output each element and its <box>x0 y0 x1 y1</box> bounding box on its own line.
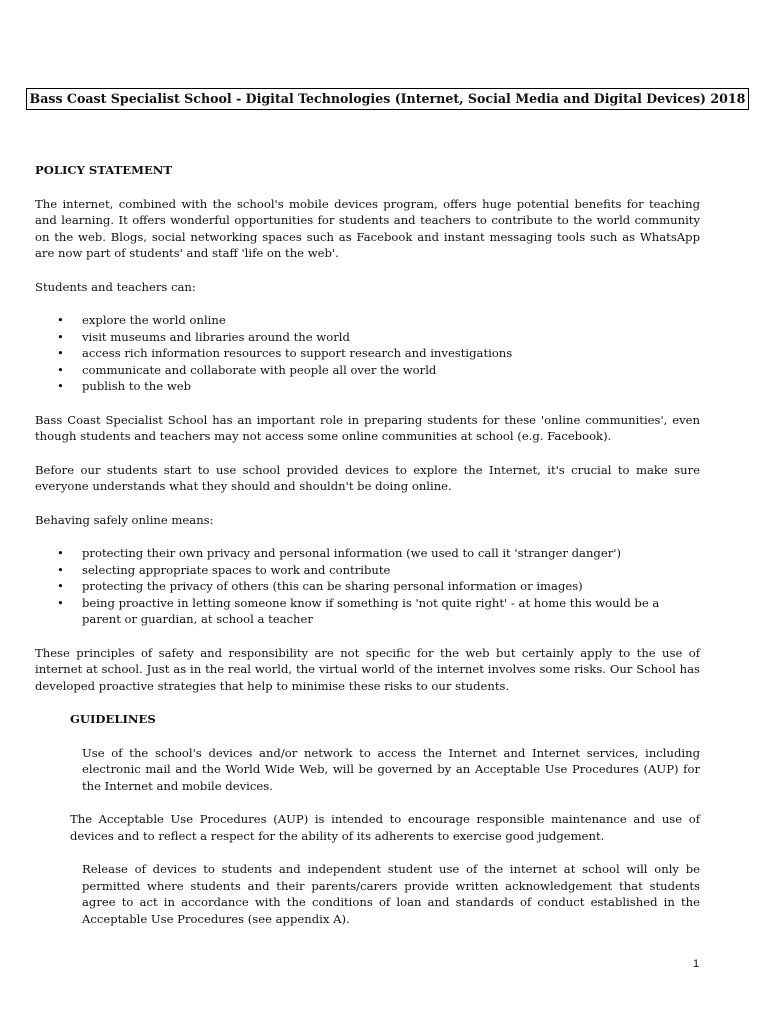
guidelines-paragraph-3: Release of devices to students and independent student use of the internet at school will only be permitted where students and their parents/carers provide written acknowledgement that students agree to act in accordance with the conditions of loan and standards of conduct established in the Acceptable Use Procedures (see appendix A). <box>82 862 700 926</box>
list-item: • publish to the web <box>35 378 700 395</box>
intro-paragraph: The internet, combined with the school's mobile devices program, offers huge potential benefits for teaching and learning. It offers wonderful opportunities for students and teachers to contribute to the world community on the web. Blogs, social networking spaces such as Facebook and instant messaging tools such as WhatsApp are now part of students' and staff 'life on the web'. <box>35 196 700 260</box>
list-item: • being proactive in letting someone know if something is 'not quite right' - at home this would be a parent or guardian, at school a teacher <box>35 595 700 628</box>
can-intro-text: Students and teachers can: <box>35 279 196 294</box>
guidelines-heading: GUIDELINES <box>70 712 156 726</box>
list-item: • explore the world online <box>35 312 700 329</box>
list-item: • access rich information resources to support research and investigations <box>35 345 700 362</box>
list-item: • protecting the privacy of others (this can be sharing personal information or images) <box>35 578 700 595</box>
principles-paragraph: These principles of safety and responsibility are not specific for the web but certainly apply to the use of internet at school. Just as in the real world, the virtual world of the internet involves some risks. Our School has developed proactive strategies that help to minimise these risks to our students. <box>35 645 700 693</box>
page-number: 1 <box>693 958 700 970</box>
list-item: • protecting their own privacy and personal information (we used to call it 'stranger danger') <box>35 545 700 562</box>
list-item: • visit museums and libraries around the world <box>35 329 700 346</box>
role-paragraph: Bass Coast Specialist School has an important role in preparing students for these 'online communities', even though students and teachers may not access some online communities at school (e.g. Facebook). <box>35 412 700 443</box>
can-list <box>35 312 700 395</box>
document-body <box>35 162 700 944</box>
list-item: • communicate and collaborate with people all over the world <box>35 362 700 379</box>
guidelines-paragraph-1: Use of the school's devices and/or network to access the Internet and Internet services, including electronic mail and the World Wide Web, will be governed by an Acceptable Use Procedures (AUP) for the Internet and mobile devices. <box>82 745 700 793</box>
safely-list <box>35 545 700 628</box>
guidelines-paragraph-2: The Acceptable Use Procedures (AUP) is intended to encourage responsible maintenance and use of devices and to reflect a respect for the ability of its adherents to exercise good judgement. <box>70 812 700 843</box>
list-item: • selecting appropriate spaces to work and contribute <box>35 562 700 579</box>
safely-intro-text: Behaving safely online means: <box>35 512 214 527</box>
document-title: Bass Coast Specialist School - Digital Technologies (Internet, Social Media and Digital Devices) 2018 <box>26 88 749 110</box>
before-paragraph: Before our students start to use school provided devices to explore the Internet, it's crucial to make sure everyone understands what they should and shouldn't be doing online. <box>35 462 700 493</box>
policy-statement-heading: POLICY STATEMENT <box>35 163 173 177</box>
